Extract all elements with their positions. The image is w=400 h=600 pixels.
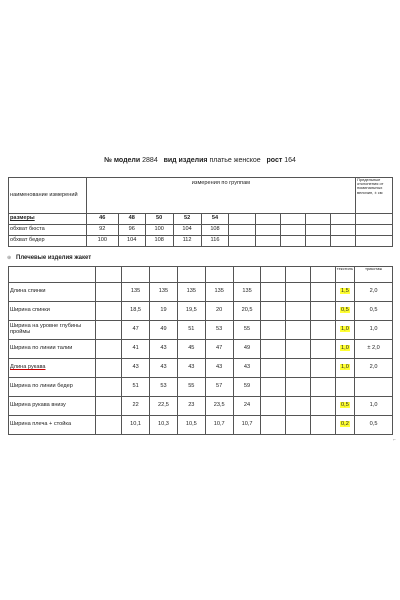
value-cell: 45 xyxy=(177,340,205,359)
value-cell: 108 xyxy=(145,236,173,247)
empty-cell xyxy=(286,321,311,340)
value-cell: 55 xyxy=(233,321,261,340)
value-cell: 112 xyxy=(173,236,201,247)
table-row xyxy=(9,378,393,397)
value-cell: 53 xyxy=(150,378,178,397)
empty-cell xyxy=(286,416,311,435)
value-cell: 100 xyxy=(145,225,173,236)
empty-cell xyxy=(96,283,122,302)
size-cell: 48 xyxy=(118,214,145,225)
textile-tolerance xyxy=(335,378,354,397)
value-cell: 135 xyxy=(177,283,205,302)
value-cell: 49 xyxy=(233,340,261,359)
empty-cell xyxy=(331,236,356,247)
knit-tolerance: 1,0 xyxy=(355,397,393,416)
empty-cell xyxy=(96,267,122,283)
row-name: обхват бедер xyxy=(9,236,87,247)
table-row xyxy=(9,236,393,247)
empty-cell xyxy=(261,416,286,435)
empty-cell xyxy=(311,321,336,340)
row-name: Ширина на уровне глубины проймы xyxy=(9,321,96,340)
empty-cell xyxy=(355,214,392,225)
empty-cell xyxy=(229,225,256,236)
empty-cell xyxy=(311,267,336,283)
size-cell: 46 xyxy=(86,214,118,225)
empty-cell xyxy=(306,214,331,225)
row-name: Ширина спинки xyxy=(9,302,96,321)
empty-cell xyxy=(306,236,331,247)
header-tolerance: Предельные отклонения от номинальных величин, ± см xyxy=(355,178,392,214)
value-cell: 41 xyxy=(122,340,150,359)
height-value: 164 xyxy=(284,157,296,164)
value-cell: 43 xyxy=(205,359,233,378)
value-cell: 10,7 xyxy=(205,416,233,435)
empty-cell xyxy=(261,378,286,397)
kind-value: платье женское xyxy=(209,157,261,164)
row-name: Ширина по линии бедер xyxy=(9,378,96,397)
size-cell: 54 xyxy=(201,214,229,225)
empty-cell xyxy=(306,225,331,236)
value-cell: 57 xyxy=(205,378,233,397)
empty-cell xyxy=(311,340,336,359)
empty-cell xyxy=(96,359,122,378)
value-cell: 55 xyxy=(177,378,205,397)
knit-tolerance: 2,0 xyxy=(355,359,393,378)
table-row xyxy=(9,302,393,321)
value-cell: 51 xyxy=(177,321,205,340)
empty-cell xyxy=(177,267,205,283)
empty-cell xyxy=(261,267,286,283)
empty-cell xyxy=(286,359,311,378)
textile-tolerance xyxy=(335,283,354,302)
value-cell: 104 xyxy=(118,236,145,247)
textile-tolerance xyxy=(335,340,354,359)
value-cell: 43 xyxy=(122,359,150,378)
empty-cell xyxy=(281,225,306,236)
empty-cell xyxy=(261,397,286,416)
jacket-table xyxy=(8,266,393,435)
header-measure-name: наименование измерений xyxy=(9,178,87,214)
table-row xyxy=(9,321,393,340)
empty-cell xyxy=(150,267,178,283)
value-cell: 43 xyxy=(233,359,261,378)
value-cell: 135 xyxy=(233,283,261,302)
value-cell: 96 xyxy=(118,225,145,236)
value-cell: 20,5 xyxy=(233,302,261,321)
sizes-table xyxy=(8,177,393,247)
empty-cell xyxy=(9,267,96,283)
value-cell: 18,5 xyxy=(122,302,150,321)
height-label: рост xyxy=(266,157,283,164)
empty-cell xyxy=(311,416,336,435)
empty-cell xyxy=(256,236,281,247)
empty-cell xyxy=(355,225,392,236)
row-name-text: Длина рукава xyxy=(10,364,46,371)
sizes-label: размеры xyxy=(9,214,87,225)
empty-cell xyxy=(96,397,122,416)
empty-cell xyxy=(96,378,122,397)
empty-cell xyxy=(233,267,261,283)
empty-cell xyxy=(96,321,122,340)
table-row xyxy=(9,225,393,236)
empty-cell xyxy=(286,267,311,283)
row-name: Длина спинки xyxy=(9,283,96,302)
knit-tolerance: 0,5 xyxy=(355,302,393,321)
header-row xyxy=(9,267,393,283)
size-cell: 52 xyxy=(173,214,201,225)
row-name: Ширина рукава внизу xyxy=(9,397,96,416)
page-title xyxy=(0,157,400,164)
table-move-handle-icon[interactable]: ⊕ xyxy=(7,255,12,261)
empty-cell xyxy=(96,340,122,359)
empty-cell xyxy=(261,302,286,321)
model-label: № модели xyxy=(104,157,141,164)
table-resize-handle-icon[interactable]: ⌐ xyxy=(393,437,396,443)
value-cell: 47 xyxy=(122,321,150,340)
empty-cell xyxy=(311,378,336,397)
empty-cell xyxy=(331,214,356,225)
value-cell: 53 xyxy=(205,321,233,340)
row-name: обхват бюста xyxy=(9,225,87,236)
table-row xyxy=(9,340,393,359)
value-cell: 24 xyxy=(233,397,261,416)
value-cell: 108 xyxy=(201,225,229,236)
row-name xyxy=(9,359,96,378)
empty-cell xyxy=(286,340,311,359)
empty-cell xyxy=(229,214,256,225)
value-cell: 47 xyxy=(205,340,233,359)
empty-cell xyxy=(229,236,256,247)
empty-cell xyxy=(311,359,336,378)
textile-tolerance xyxy=(335,359,354,378)
empty-cell xyxy=(122,267,150,283)
value-cell: 20 xyxy=(205,302,233,321)
empty-cell xyxy=(355,236,392,247)
row-name: Ширина по линии талии xyxy=(9,340,96,359)
empty-cell xyxy=(281,214,306,225)
knit-tolerance: 0,5 xyxy=(355,416,393,435)
empty-cell xyxy=(286,397,311,416)
sizes-row xyxy=(9,214,393,225)
value-cell: 23 xyxy=(177,397,205,416)
empty-cell xyxy=(311,397,336,416)
value-cell: 135 xyxy=(150,283,178,302)
model-value: 2884 xyxy=(142,157,158,164)
value-cell: 135 xyxy=(122,283,150,302)
value-cell: 104 xyxy=(173,225,201,236)
empty-cell xyxy=(331,225,356,236)
empty-cell xyxy=(286,378,311,397)
empty-cell xyxy=(281,236,306,247)
textile-tolerance xyxy=(335,416,354,435)
table-row xyxy=(9,397,393,416)
empty-cell xyxy=(205,267,233,283)
header-groups: измерения по группам xyxy=(86,178,355,214)
table-row xyxy=(9,283,393,302)
value-cell: 43 xyxy=(150,340,178,359)
textile-value: 1,0 xyxy=(341,326,349,333)
col-knit: трикотаж xyxy=(355,267,393,283)
row-name: Ширина плеча + стойка xyxy=(9,416,96,435)
kind-label: вид изделия xyxy=(163,157,208,164)
knit-tolerance: ± 2,0 xyxy=(355,340,393,359)
empty-cell xyxy=(256,225,281,236)
empty-cell xyxy=(256,214,281,225)
textile-tolerance xyxy=(335,302,354,321)
textile-value: 1,0 xyxy=(341,345,349,352)
knit-tolerance: 1,0 xyxy=(355,321,393,340)
value-cell: 135 xyxy=(205,283,233,302)
table-row xyxy=(9,416,393,435)
empty-cell xyxy=(96,302,122,321)
value-cell: 43 xyxy=(177,359,205,378)
value-cell: 92 xyxy=(86,225,118,236)
value-cell: 10,1 xyxy=(122,416,150,435)
col-textile: текстиль xyxy=(335,267,354,283)
empty-cell xyxy=(261,321,286,340)
value-cell: 59 xyxy=(233,378,261,397)
value-cell: 10,3 xyxy=(150,416,178,435)
value-cell: 116 xyxy=(201,236,229,247)
value-cell: 100 xyxy=(86,236,118,247)
empty-cell xyxy=(311,302,336,321)
value-cell: 22,5 xyxy=(150,397,178,416)
empty-cell xyxy=(261,340,286,359)
empty-cell xyxy=(261,283,286,302)
empty-cell xyxy=(286,302,311,321)
knit-tolerance xyxy=(355,378,393,397)
textile-value: 0,2 xyxy=(341,421,349,428)
value-cell: 51 xyxy=(122,378,150,397)
empty-cell xyxy=(261,359,286,378)
knit-tolerance: 2,0 xyxy=(355,283,393,302)
value-cell: 19 xyxy=(150,302,178,321)
empty-cell xyxy=(311,283,336,302)
table-row xyxy=(9,359,393,378)
textile-value: 0,5 xyxy=(341,307,349,314)
value-cell: 43 xyxy=(150,359,178,378)
textile-tolerance xyxy=(335,397,354,416)
value-cell: 19,5 xyxy=(177,302,205,321)
size-cell: 50 xyxy=(145,214,173,225)
textile-value: 1,5 xyxy=(341,288,349,295)
value-cell: 23,5 xyxy=(205,397,233,416)
section-title: Плечевые изделия жакет xyxy=(16,255,92,261)
textile-value: 1,0 xyxy=(341,364,349,371)
empty-cell xyxy=(286,283,311,302)
value-cell: 10,7 xyxy=(233,416,261,435)
empty-cell xyxy=(96,416,122,435)
value-cell: 49 xyxy=(150,321,178,340)
textile-tolerance xyxy=(335,321,354,340)
textile-value: 0,5 xyxy=(341,402,349,409)
value-cell: 22 xyxy=(122,397,150,416)
value-cell: 10,5 xyxy=(177,416,205,435)
